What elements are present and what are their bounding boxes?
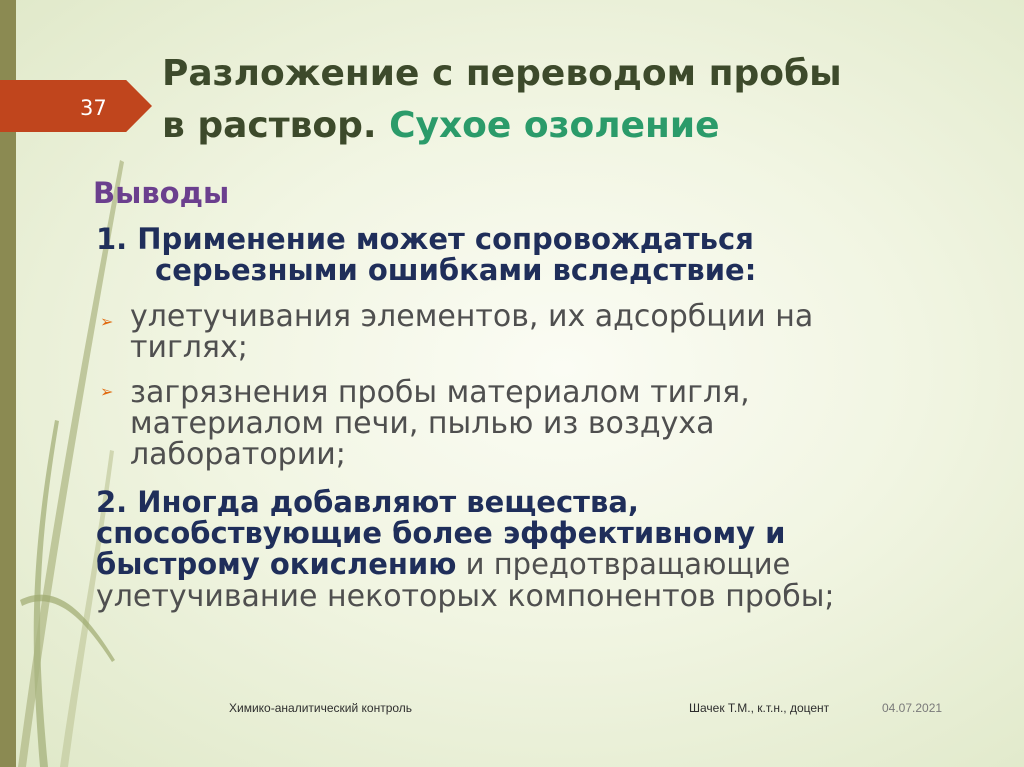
page-number: 37: [80, 96, 107, 120]
point-2-line-3: [96, 549, 790, 579]
point-2-line-1: 2. Иногда добавляют вещества,: [96, 485, 639, 519]
bullet-arrow-icon: ➢: [100, 312, 114, 331]
point-1-line-2: серьезными ошибками вследствие:: [155, 253, 757, 287]
bullet-1-line-1: улетучивания элементов, их адсорбции на: [130, 299, 814, 334]
title-prefix: в раствор.: [162, 105, 390, 146]
page-number-badge: [0, 80, 152, 132]
bullet-1-line-2: тиглях;: [130, 330, 248, 365]
point-2-line-3-rest: и предотвращающие: [456, 547, 791, 581]
section-heading: Выводы: [93, 176, 230, 210]
bullet-2-line-3: лаборатории;: [130, 437, 346, 472]
title-accent: Сухое озоление: [389, 105, 720, 146]
footer-date: 04.07.2021: [882, 701, 943, 715]
point-2-line-4: улетучивание некоторых компонентов пробы;: [96, 579, 835, 614]
bullet-arrow-icon: ➢: [100, 382, 114, 401]
point-2-line-3-bold: быстрому окислению: [96, 547, 457, 581]
footer-author: Шачек Т.М., к.т.н., доцент: [689, 701, 830, 715]
slide-title-line-2: [162, 104, 720, 148]
point-1-line-1: 1. Применение может сопровождаться: [96, 222, 754, 256]
footer-course: Химико-аналитический контроль: [229, 701, 413, 715]
bullet-2-line-1: загрязнения пробы материалом тигля,: [130, 375, 750, 410]
point-2-line-2: способствующие более эффективному и: [96, 516, 786, 550]
bullet-2-line-2: материалом печи, пылью из воздуха: [130, 406, 715, 441]
slide-title-line-1: Разложение с переводом пробы: [162, 53, 842, 94]
